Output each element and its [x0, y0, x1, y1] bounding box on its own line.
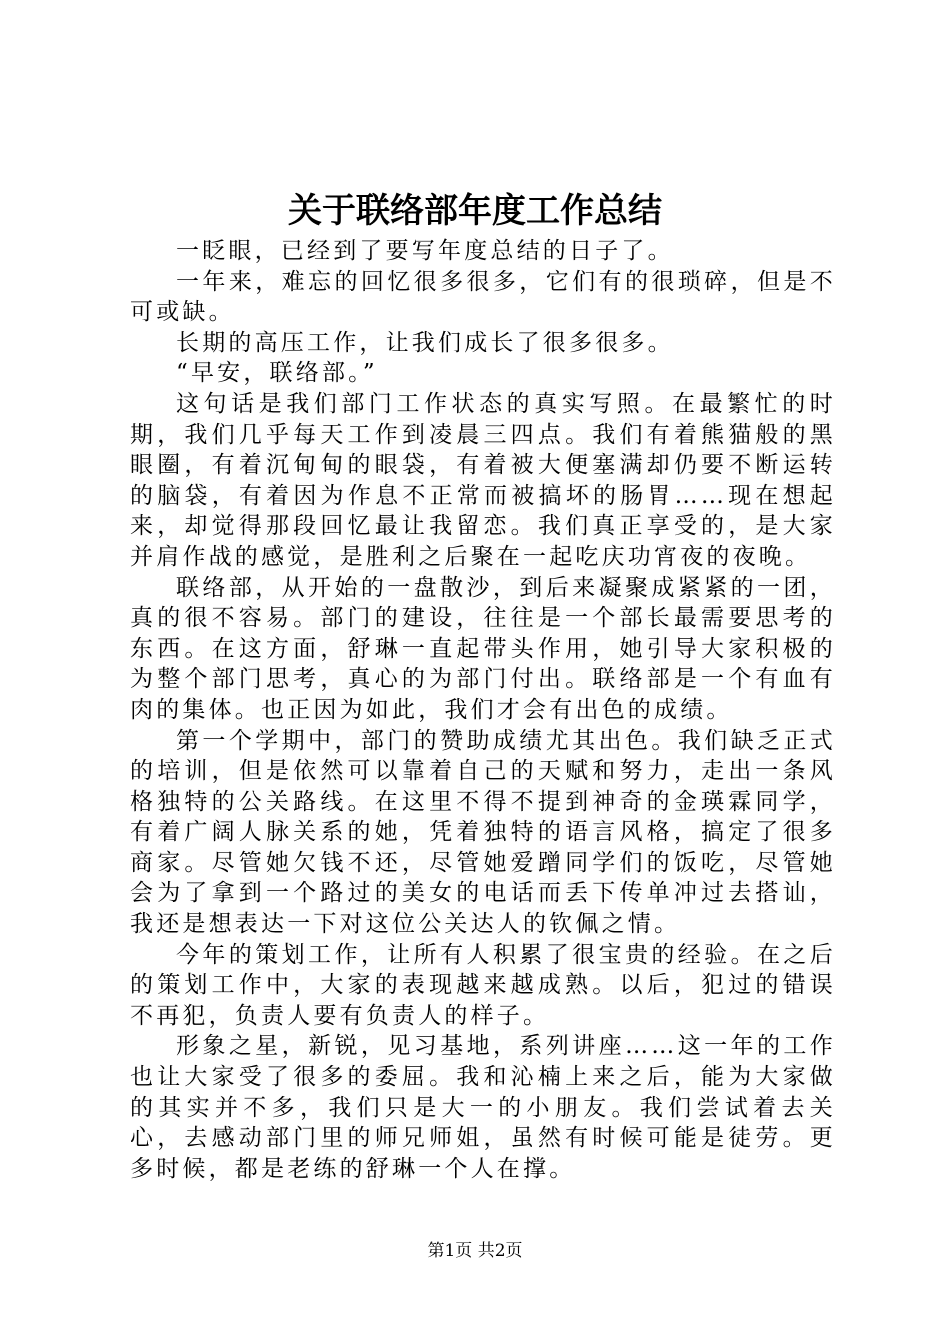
document-body — [130, 236, 836, 1184]
paragraph: 一眨眼，已经到了要写年度总结的日子了。 — [176, 238, 674, 264]
paragraph: 第一个学期中，部门的赞助成绩尤其出色。我们缺乏正式的培训，但是依然可以靠着自己的天赋和努力，走出一条风格独特的公关路线。在这里不得不提到神奇的金瑛霖同学，有着广阔人脉关系的她，凭着独特的语言风格，搞定了很多商家。尽管她欠钱不还，尽管她爱蹭同学们的饭吃，尽管她会为了拿到一个路过的美女的电话而丢下传单冲过去搭讪，我还是想表达一下对这位公关达人的钦佩之情。 — [130, 727, 836, 938]
document-title: 关于联络部年度工作总结 — [288, 191, 662, 231]
paragraph: “早安，联络部。” — [176, 360, 378, 387]
paragraph: 联络部，从开始的一盘散沙，到后来凝聚成紧紧的一团，真的很不容易。部门的建设，往往是一个部长最需要思考的东西。在这方面，舒琳一直起带头作用，她引导大家积极的为整个部门思考，真心的为部门付出。联络部是一个有血有肉的集体。也正因为如此，我们才会有出色的成绩。 — [130, 574, 836, 723]
paragraph: 长期的高压工作，让我们成长了很多很多。 — [176, 329, 674, 356]
paragraph: 一年来，难忘的回忆很多很多，它们有的很琐碎，但是不可或缺。 — [130, 268, 836, 326]
paragraph: 这句话是我们部门工作状态的真实写照。在最繁忙的时期，我们几乎每天工作到凌晨三四点。我们有着熊猫般的黑眼圈，有着沉甸甸的眼袋，有着被大便塞满却仍要不断运转的脑袋，有着因为作息不正常而被搞坏的肠胃……现在想起来，却觉得那段回忆最让我留恋。我们真正享受的，是大家并肩作战的感觉，是胜利之后聚在一起吃庆功宵夜的夜晚。 — [130, 390, 836, 570]
paragraph: 今年的策划工作，让所有人积累了很宝贵的经验。在之后的策划工作中，大家的表现越来越成熟。以后，犯过的错误不再犯，负责人要有负责人的样子。 — [130, 941, 836, 1029]
paragraph: 形象之星，新锐，见习基地，系列讲座……这一年的工作也让大家受了很多的委屈。我和沁楠上来之后，能为大家做的其实并不多，我们只是大一的小朋友。我们尝试着去关心，去感动部门里的师兄师姐，虽然有时候可能是徒劳。更多时候，都是老练的舒琳一个人在撑。 — [130, 1033, 836, 1182]
page-number-footer: 第1页 共2页 — [427, 1241, 523, 1261]
